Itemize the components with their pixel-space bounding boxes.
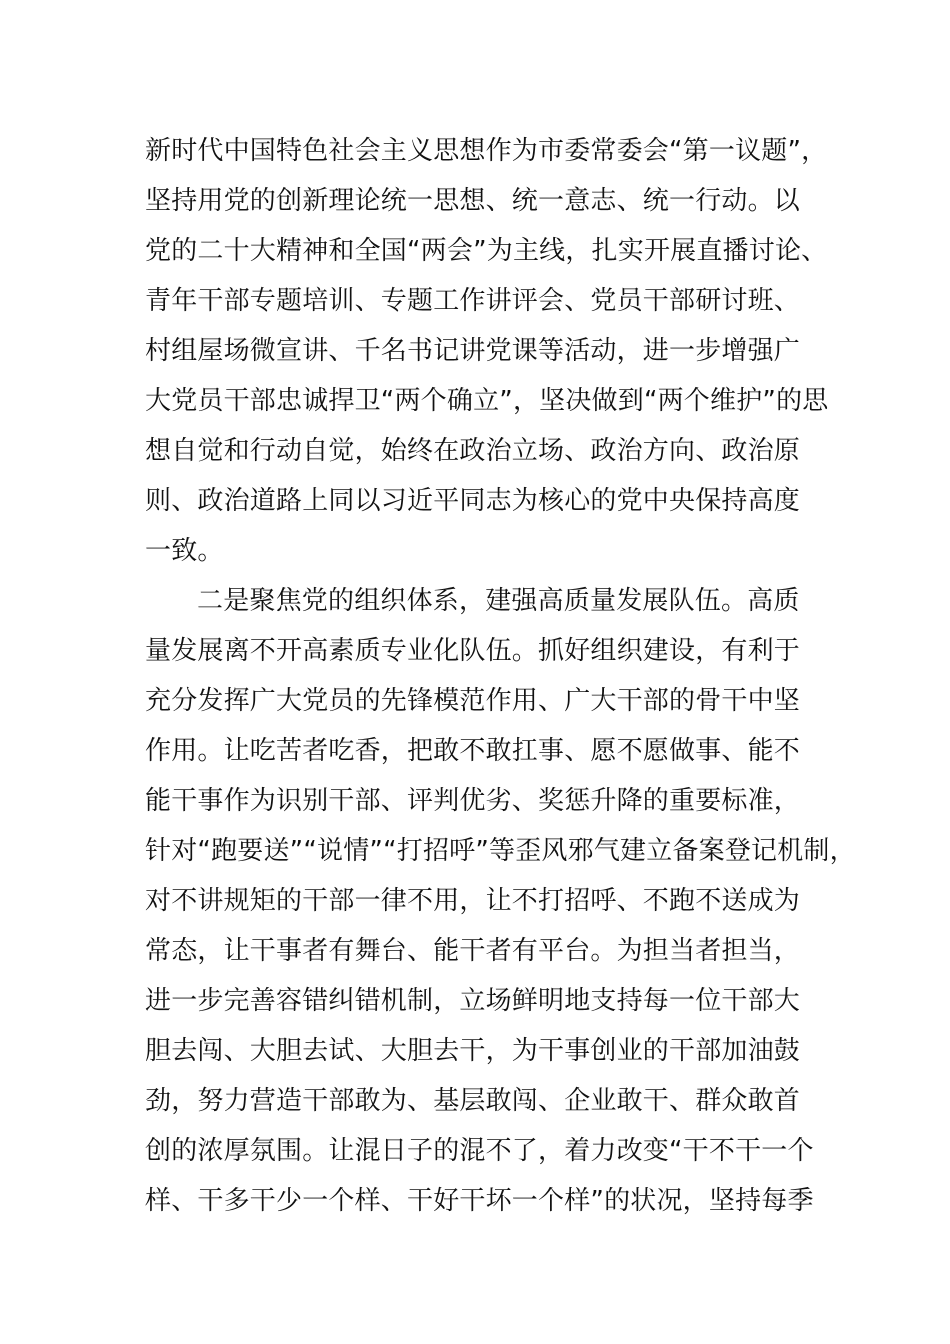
text-line: 常态，让干事者有舞台、能干者有平台。为担当者担当， bbox=[145, 936, 801, 966]
text-line: 样、干多干少一个样、干好干坏一个样”的状况，坚持每季 bbox=[145, 1186, 814, 1216]
text-line: 大党员干部忠诚捍卫“两个确立”，坚决做到“两个维护”的思 bbox=[145, 386, 829, 416]
text-line: 能干事作为识别干部、评判优劣、奖惩升降的重要标准， bbox=[145, 786, 801, 816]
text-line: 想自觉和行动自觉，始终在政治立场、政治方向、政治原 bbox=[145, 436, 801, 466]
text-line: 对不讲规矩的干部一律不用，让不打招呼、不跑不送成为 bbox=[145, 886, 801, 916]
text-line: 创的浓厚氛围。让混日子的混不了，着力改变“干不干一个 bbox=[145, 1136, 814, 1166]
text-line: 坚持用党的创新理论统一思想、统一意志、统一行动。以 bbox=[145, 186, 801, 216]
text-line: 作用。让吃苦者吃香，把敢不敢扛事、愿不愿做事、能不 bbox=[145, 736, 801, 766]
text-line: 劲，努力营造干部敢为、基层敢闯、企业敢干、群众敢首 bbox=[145, 1086, 801, 1116]
text-line: 党的二十大精神和全国“两会”为主线，扎实开展直播讨论、 bbox=[145, 236, 828, 266]
text-line: 量发展离不开高素质专业化队伍。抓好组织建设，有利于 bbox=[145, 636, 801, 666]
text-line: 青年干部专题培训、专题工作讲评会、党员干部研讨班、 bbox=[145, 286, 801, 316]
body-text bbox=[145, 126, 856, 1226]
text-line: 新时代中国特色社会主义思想作为市委常委会“第一议题”， bbox=[145, 136, 828, 166]
text-line: 进一步完善容错纠错机制，立场鲜明地支持每一位干部大 bbox=[145, 986, 801, 1016]
text-line: 一致。 bbox=[145, 536, 224, 566]
paragraph-start-line: 二是聚焦党的组织体系，建强高质量发展队伍。高质 bbox=[197, 586, 800, 616]
text-line: 针对“跑要送”“说情”“打招呼”等歪风邪气建立备案登记机制， bbox=[145, 836, 856, 866]
text-line: 则、政治道路上同以习近平同志为核心的党中央保持高度 bbox=[145, 486, 801, 516]
text-line: 充分发挥广大党员的先锋模范作用、广大干部的骨干中坚 bbox=[145, 686, 801, 716]
text-line: 胆去闯、大胆去试、大胆去干，为干事创业的干部加油鼓 bbox=[145, 1036, 801, 1066]
text-line: 村组屋场微宣讲、千名书记讲党课等活动，进一步增强广 bbox=[145, 336, 801, 366]
